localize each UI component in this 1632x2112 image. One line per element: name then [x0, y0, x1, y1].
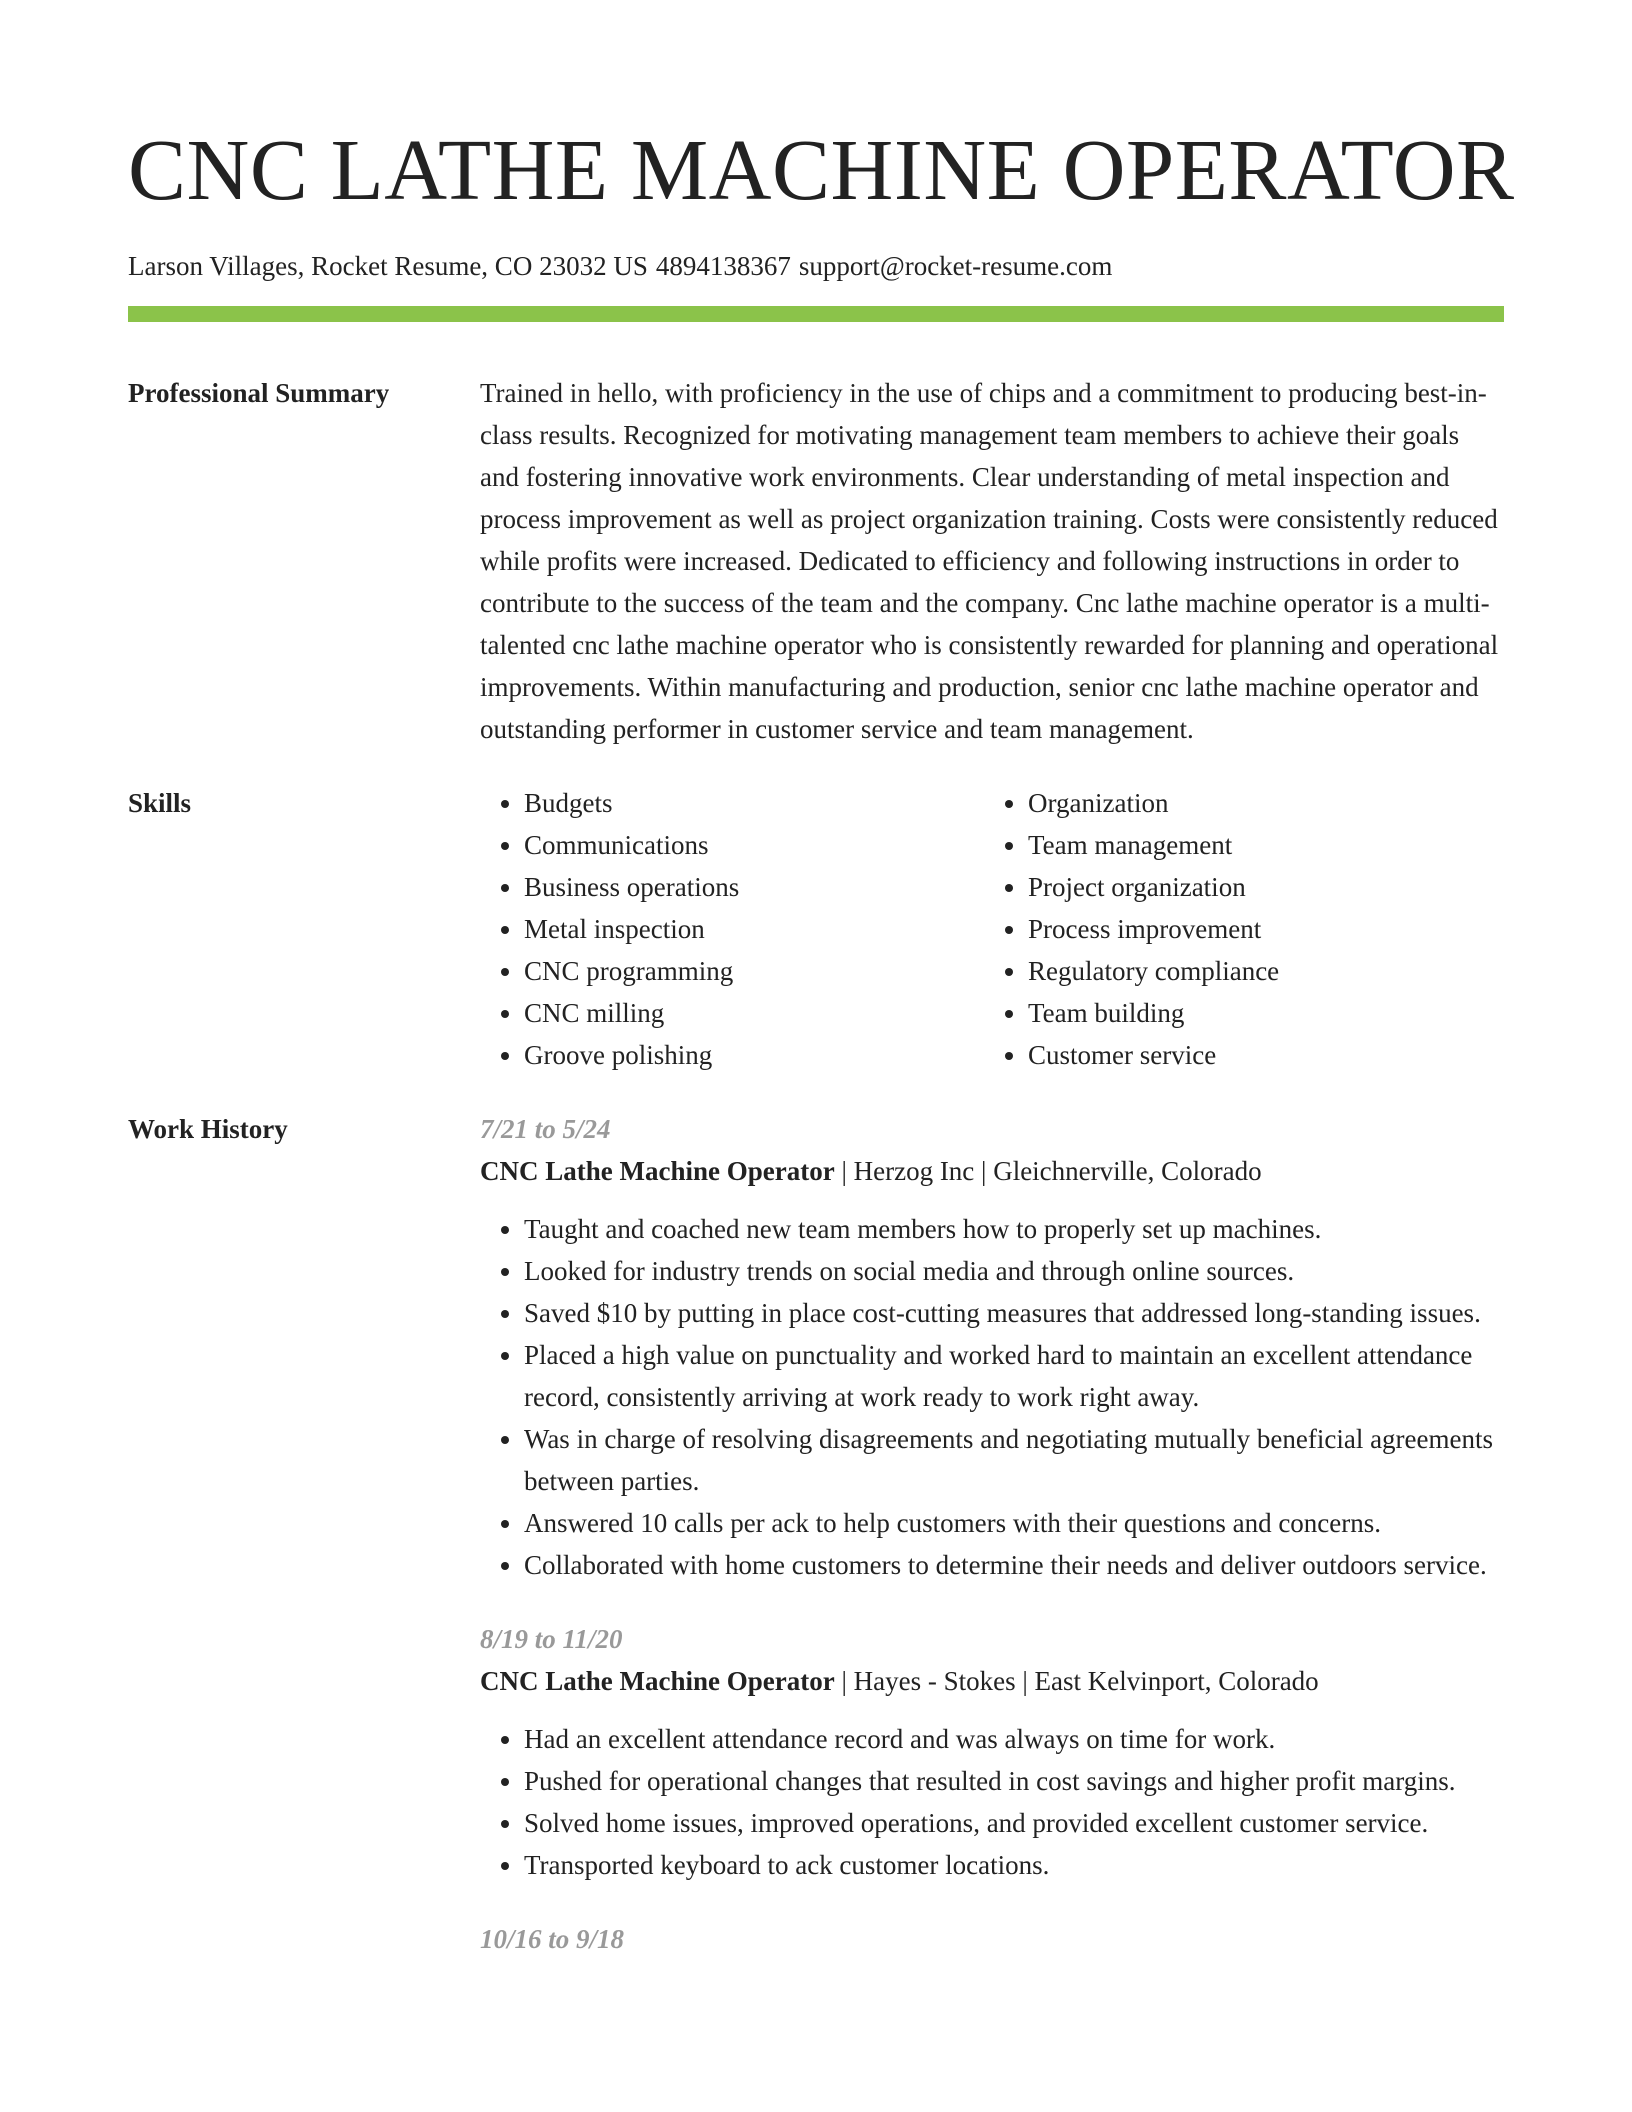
skill-item: • Project organization — [1028, 866, 1488, 908]
skill-item: • Process improvement — [1028, 908, 1488, 950]
work-history-section — [128, 1076, 1504, 1992]
skill-item: • CNC programming — [524, 950, 984, 992]
skill-item: • Team management — [1028, 824, 1488, 866]
header-divider — [128, 306, 1504, 322]
job-bullets — [480, 1208, 1504, 1586]
skill-item: • Customer service — [1028, 1034, 1488, 1076]
job-bullet: • Pushed for operational changes that resulted in cost savings and higher profit margins. — [524, 1760, 1504, 1802]
job-bullet: • Was in charge of resolving disagreements and negotiating mutually beneficial agreements between parties. — [524, 1418, 1504, 1502]
skill-item: • Organization — [1028, 782, 1488, 824]
skill-item: • Business operations — [524, 866, 984, 908]
skill-item: • Metal inspection — [524, 908, 984, 950]
job-dates: 10/16 to 9/18 — [480, 1924, 625, 1954]
skills-heading: Skills — [128, 788, 192, 818]
skill-item: • Communications — [524, 824, 984, 866]
skills-list-left — [480, 782, 984, 1076]
job-title: CNC Lathe Machine Operator — [480, 1666, 835, 1696]
summary-section — [128, 322, 1504, 750]
skill-item: • Groove polishing — [524, 1034, 984, 1076]
job-bullet: • Had an excellent attendance record and was always on time for work. — [524, 1718, 1504, 1760]
summary-heading: Professional Summary — [128, 378, 390, 408]
job-bullet: • Looked for industry trends on social media and through online sources. — [524, 1250, 1504, 1292]
job-title: CNC Lathe Machine Operator — [480, 1156, 835, 1186]
job-bullet: • Saved $10 by putting in place cost-cutting measures that addressed long-standing issues. — [524, 1292, 1504, 1334]
skill-item: • CNC milling — [524, 992, 984, 1034]
skills-list-right — [984, 782, 1488, 1076]
job-details: | Herzog Inc | Gleichnerville, Colorado — [834, 1156, 1262, 1186]
job-bullet: • Transported keyboard to ack customer locations. — [524, 1844, 1504, 1886]
skill-item: • Team building — [1028, 992, 1488, 1034]
job-bullet: • Taught and coached new team members how to properly set up machines. — [524, 1208, 1504, 1250]
job-details: | Hayes - Stokes | East Kelvinport, Colorado — [834, 1666, 1319, 1696]
contact-email: support@rocket-resume.com — [798, 251, 1113, 281]
resume-name: CNC LATHE MACHINE OPERATOR — [128, 121, 1515, 218]
skills-section — [128, 750, 1504, 1076]
contact-line — [128, 248, 1504, 284]
job-bullet: • Collaborated with home customers to determine their needs and deliver outdoors service. — [524, 1544, 1504, 1586]
job-bullets — [480, 1718, 1504, 1886]
job-heading — [480, 1660, 1504, 1702]
job-entry — [480, 1918, 1504, 1960]
contact-address: Larson Villages, Rocket Resume, CO 23032 US — [128, 251, 648, 281]
summary-text: Trained in hello, with proficiency in the use of chips and a commitment to producing best-in-class results. Recognized for motivating management team members to achieve their goals and fostering innovative work environments. Clear understanding of metal inspection and process improvement as well as project organization training. Costs were consistently reduced while profits were increased. Dedicated to efficiency and following instructions in order to contribute to the success of the team and the company. Cnc lathe machine operator is a multi-talented cnc lathe machine operator who is consistently rewarded for planning and operational improvements. Within manufacturing and production, senior cnc lathe machine operator and outstanding performer in customer service and team management. — [480, 378, 1499, 744]
skill-item: • Budgets — [524, 782, 984, 824]
resume-page — [128, 0, 1515, 1992]
job-dates: 7/21 to 5/24 — [480, 1114, 611, 1144]
job-bullet: • Placed a high value on punctuality and worked hard to maintain an excellent attendance record, consistently arriving at work ready to work right away. — [524, 1334, 1504, 1418]
job-heading — [480, 1150, 1504, 1192]
skill-item: • Regulatory compliance — [1028, 950, 1488, 992]
job-dates: 8/19 to 11/20 — [480, 1624, 623, 1654]
job-bullet: • Solved home issues, improved operations, and provided excellent customer service. — [524, 1802, 1504, 1844]
contact-phone: 4894138367 — [655, 251, 791, 281]
job-bullet: • Answered 10 calls per ack to help customers with their questions and concerns. — [524, 1502, 1504, 1544]
work-history-heading: Work History — [128, 1114, 288, 1144]
job-entry — [480, 1108, 1504, 1586]
job-entry — [480, 1618, 1504, 1886]
